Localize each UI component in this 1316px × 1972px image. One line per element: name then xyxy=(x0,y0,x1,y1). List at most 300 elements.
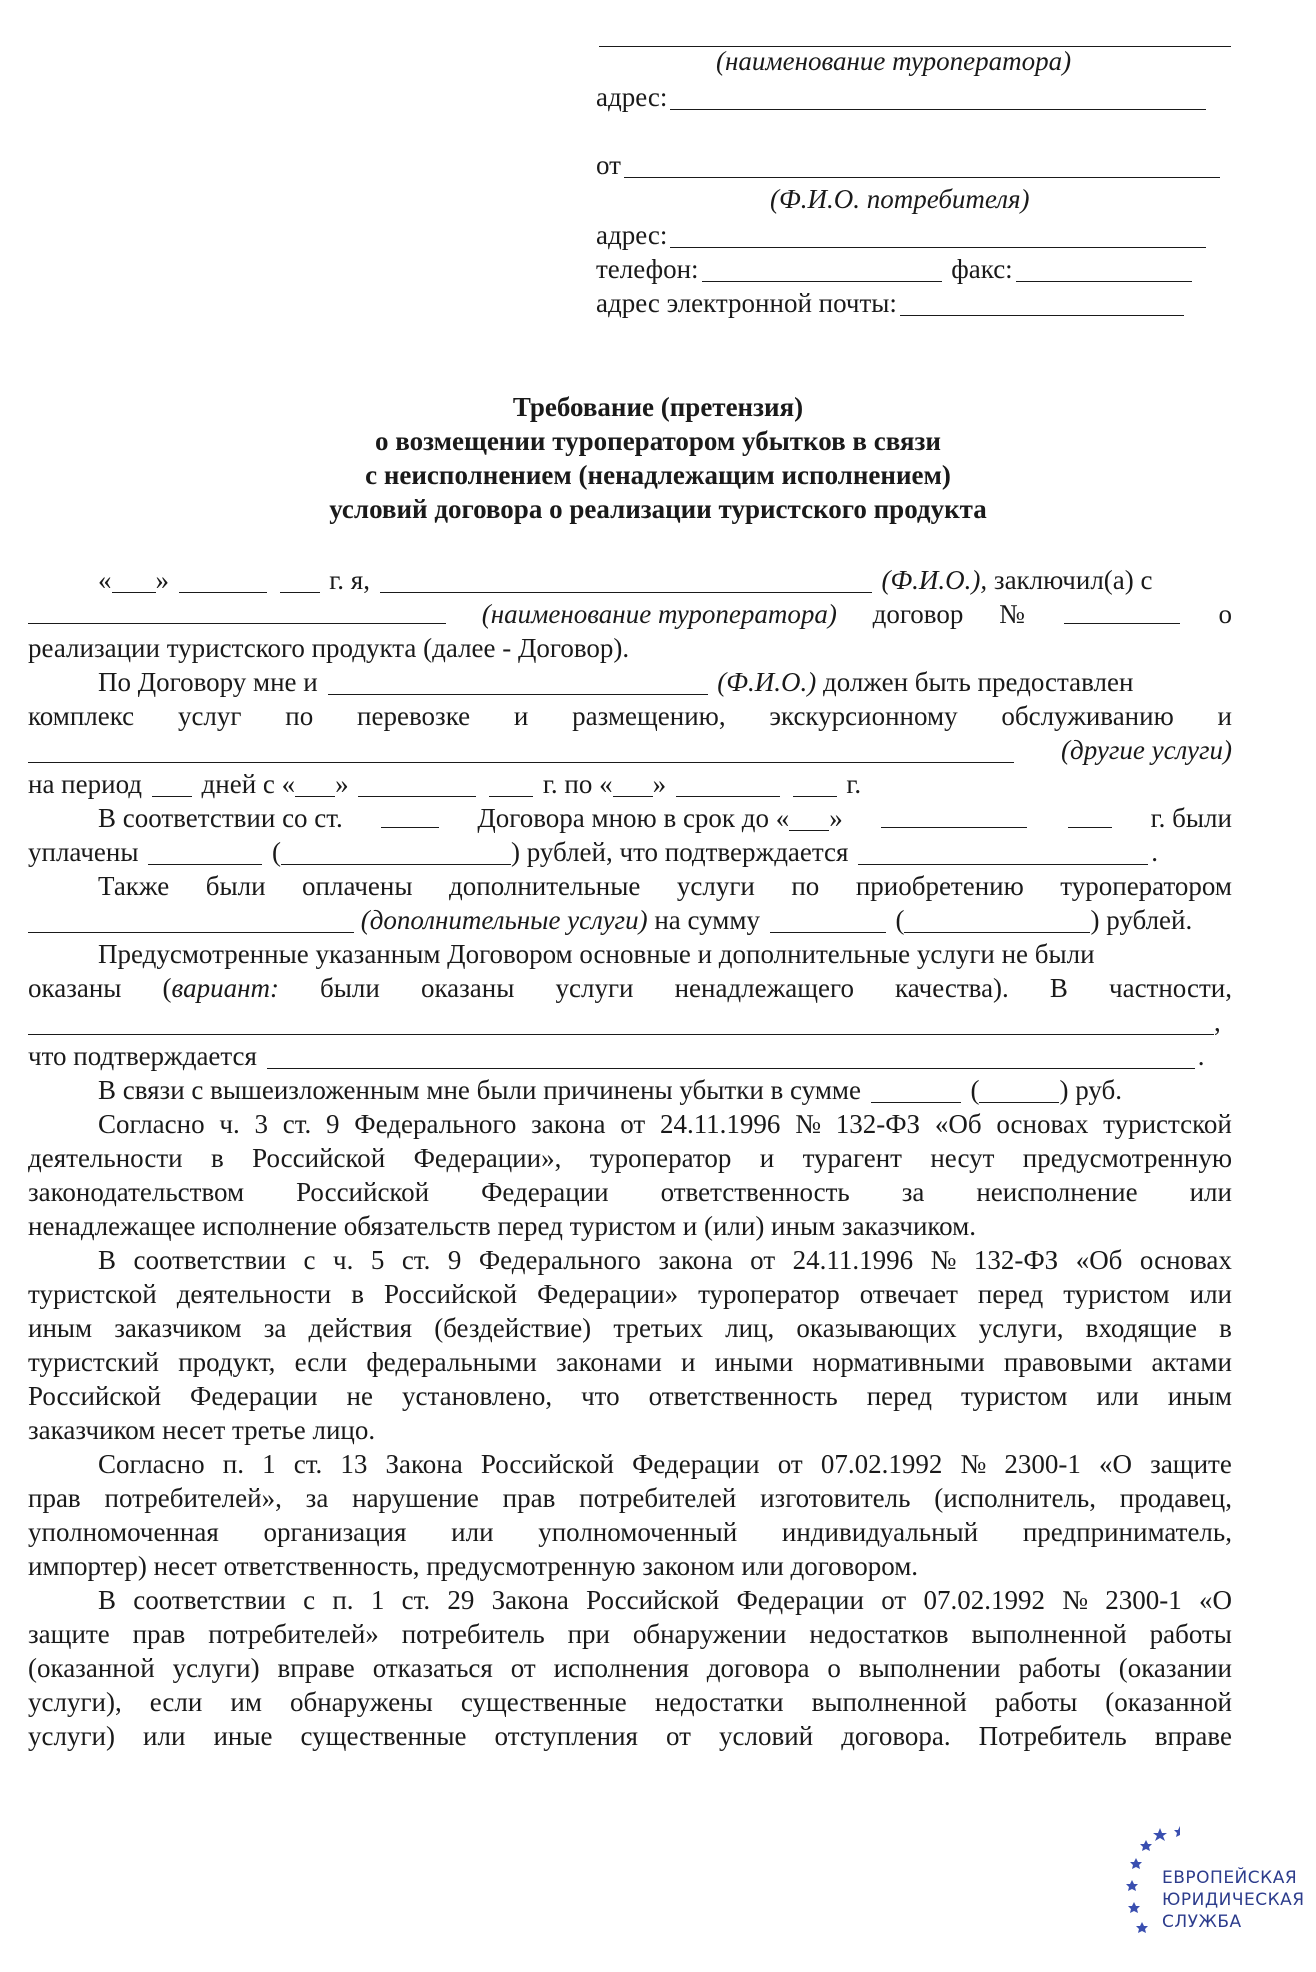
losses-text: В связи с вышеизложенным мне были причинены убытки в сумме xyxy=(98,1075,861,1105)
operator-address-row xyxy=(596,80,1236,114)
concluded-text: заключил(а) с xyxy=(993,565,1153,595)
body-line-16 xyxy=(98,1073,1232,1107)
word: по xyxy=(285,701,314,731)
word: защите xyxy=(28,1619,110,1649)
phone-blank xyxy=(702,255,942,282)
word: (бездействие) xyxy=(434,1313,592,1343)
word: ст. xyxy=(401,1585,431,1615)
word: вправе xyxy=(277,1653,355,1683)
from-year-blank xyxy=(489,770,533,797)
word: иные xyxy=(213,1721,273,1751)
consumer-address-row xyxy=(596,218,1236,252)
word: защите xyxy=(1150,1449,1232,1479)
word: потребителей» xyxy=(208,1619,379,1649)
word: законодательством xyxy=(28,1177,245,1207)
paragraph-line: ненадлежащее исполнение обязательств перед туристом и (или) иным заказчиком. xyxy=(28,1211,976,1241)
to-day-blank xyxy=(613,770,653,797)
word: В xyxy=(98,1585,117,1615)
word: 07.02.1992 xyxy=(923,1585,1045,1615)
paren-open: ( xyxy=(271,837,281,867)
word: нормативными xyxy=(812,1347,985,1377)
word: за xyxy=(305,1483,329,1513)
word: при xyxy=(567,1619,610,1649)
phone-fax-row xyxy=(596,252,1236,286)
losses-amount-blank xyxy=(871,1076,961,1103)
word: заказчиком xyxy=(114,1313,242,1343)
word: 3 xyxy=(254,1109,268,1139)
word: перед xyxy=(866,1381,933,1411)
email-blank xyxy=(900,289,1184,316)
paragraph-line xyxy=(28,1719,1232,1753)
year-abbr: г. xyxy=(846,769,862,799)
title-line-4: условий договора о реализации туристского продукта xyxy=(329,494,987,524)
word: продавец, xyxy=(1119,1483,1232,1513)
paid-text: уплачены xyxy=(28,837,139,867)
word: о xyxy=(827,1653,841,1683)
word: договора. xyxy=(841,1721,951,1751)
word: перевозке xyxy=(357,701,471,731)
word: Российской xyxy=(384,1279,518,1309)
word: не xyxy=(346,1381,373,1411)
comma-mark: , xyxy=(1214,1007,1221,1037)
paragraph-line: заказчиком несет третье лицо. xyxy=(28,1415,376,1445)
paragraph-line xyxy=(28,1175,1232,1209)
word: п. xyxy=(332,1585,354,1615)
paragraph-line xyxy=(28,1345,1232,1379)
word: нарушение xyxy=(352,1483,479,1513)
paragraph-line xyxy=(28,1141,1232,1175)
word: Федерального xyxy=(354,1109,517,1139)
fax-label: факс: xyxy=(951,254,1013,284)
word: актами xyxy=(1151,1347,1232,1377)
day-blank xyxy=(112,566,156,593)
additional-services-blank xyxy=(28,906,354,933)
word: от xyxy=(750,1245,776,1275)
paragraph-line xyxy=(28,1685,1232,1719)
paragraph-line xyxy=(28,1481,1232,1515)
word: приобретению xyxy=(855,871,1024,901)
quote-close-3: » xyxy=(652,769,667,799)
paragraph-line: импортер) несет ответственность, предусмотренную законом или договором. xyxy=(28,1551,919,1581)
confirmed-text: что подтверждается xyxy=(28,1041,257,1071)
word: несут xyxy=(930,1143,995,1173)
word: договора xyxy=(706,1653,810,1683)
word: условий xyxy=(719,1721,814,1751)
additional-words-blank xyxy=(904,906,1090,933)
body-line-12: Предусмотренные указанным Договором основные и дополнительные услуги не были xyxy=(98,939,1095,969)
word: ненадлежащего xyxy=(674,973,854,1003)
consumer-address-blank xyxy=(670,221,1206,248)
word: индивидуальный xyxy=(781,1517,979,1547)
logo-line-2: ЮРИДИЧЕСКАЯ xyxy=(1162,1890,1305,1910)
word: турагент xyxy=(802,1143,902,1173)
word: по xyxy=(791,871,820,901)
word: иными xyxy=(714,1347,794,1377)
rub-text: ) руб. xyxy=(1059,1075,1123,1105)
from-row xyxy=(596,148,1236,182)
word: были xyxy=(320,973,380,1003)
word: туристом xyxy=(961,1381,1068,1411)
word: основах xyxy=(1139,1245,1232,1275)
word: Российской xyxy=(252,1143,386,1173)
word: Федерации xyxy=(736,1585,864,1615)
body-line-14 xyxy=(28,1005,1232,1039)
word: прав xyxy=(28,1483,81,1513)
word: от xyxy=(777,1449,803,1479)
body-line-2 xyxy=(28,597,1232,631)
word: обнаружены xyxy=(289,1687,433,1717)
paragraph-line xyxy=(98,1447,1232,1481)
word: комплекс xyxy=(28,701,135,731)
word: (оказании xyxy=(1118,1653,1232,1683)
l8-text-a: В соответствии со ст. xyxy=(98,803,343,833)
paragraph-line xyxy=(98,1583,1232,1617)
word: 9 xyxy=(447,1245,462,1275)
additional-services-caption: (дополнительные услуги) xyxy=(360,905,648,935)
operator-caption-inline: (наименование туроператора) xyxy=(481,599,837,629)
word: (оказанной xyxy=(1105,1687,1232,1717)
variant-caption: вариант: xyxy=(171,973,279,1003)
quote-open: « xyxy=(98,565,112,595)
word: 1 xyxy=(262,1449,276,1479)
not-provided-text: оказаны xyxy=(28,973,122,1003)
word: предусмотренную xyxy=(1022,1143,1232,1173)
word: от xyxy=(666,1721,691,1751)
paragraph-line xyxy=(28,1277,1232,1311)
word: предприниматель, xyxy=(1022,1517,1232,1547)
word: были xyxy=(205,871,266,901)
deadline-year-blank xyxy=(1068,801,1112,828)
word: Согласно xyxy=(98,1109,205,1139)
quote-close: » xyxy=(155,565,169,595)
paragraph-line xyxy=(98,1243,1232,1277)
body-line-9 xyxy=(28,835,1232,869)
word: Потребитель xyxy=(978,1721,1127,1751)
paragraph-line xyxy=(28,1651,1232,1685)
word: 132-ФЗ xyxy=(835,1109,921,1139)
word: ст. xyxy=(282,1109,312,1139)
paragraph-line xyxy=(98,1107,1232,1141)
operator-caption: (наименование туроператора) xyxy=(716,46,1072,76)
word: исполнения xyxy=(553,1653,689,1683)
word: услуги), xyxy=(28,1687,122,1717)
company-logo xyxy=(1120,1820,1316,1960)
l4-text-a: По Договору мне и xyxy=(98,667,318,697)
word: Также xyxy=(98,871,170,901)
word: 24.11.1996 xyxy=(659,1109,781,1139)
word: ч. xyxy=(219,1109,240,1139)
period-text: на период xyxy=(28,769,143,799)
word: туроператор xyxy=(698,1279,840,1309)
period-mark-2: . xyxy=(1197,1041,1205,1071)
word: и xyxy=(681,1347,696,1377)
body-line-4 xyxy=(98,665,1232,699)
fio-caption: (Ф.И.О.), xyxy=(881,565,988,595)
word: за xyxy=(901,1177,925,1207)
word: в xyxy=(351,1279,365,1309)
word: (оказанной xyxy=(28,1653,155,1683)
contract-number-blank xyxy=(1064,597,1180,624)
word: отказаться xyxy=(372,1653,493,1683)
from-label: от xyxy=(596,150,621,180)
word: или xyxy=(451,1517,494,1547)
document-title: Требование (претензия) xyxy=(512,392,804,422)
word: основах xyxy=(996,1109,1089,1139)
word: вправе xyxy=(1154,1721,1232,1751)
paragraph-line xyxy=(28,1617,1232,1651)
word: ст. xyxy=(293,1449,323,1479)
paid-words-blank xyxy=(281,838,511,865)
word: изготовитель xyxy=(760,1483,911,1513)
word: действия xyxy=(308,1313,413,1343)
year-me-text: г. я, xyxy=(329,565,370,595)
word: что xyxy=(581,1381,620,1411)
word: выполненной xyxy=(811,1687,967,1717)
word: от xyxy=(510,1653,536,1683)
word: законами xyxy=(555,1347,662,1377)
word: если xyxy=(294,1347,348,1377)
word: услуги) xyxy=(172,1653,260,1683)
number-sign: № xyxy=(999,599,1025,629)
word: ч. xyxy=(333,1245,354,1275)
word: 2300-1 xyxy=(1105,1585,1182,1615)
body-line-15 xyxy=(28,1039,1232,1073)
deadline-day-blank xyxy=(789,804,829,831)
rubles-text: ) рублей. xyxy=(1090,905,1193,935)
quote-close-4: » xyxy=(829,803,843,833)
word: оказаны xyxy=(420,973,515,1003)
body-line-3: реализации туристского продукта (далее - Договор). xyxy=(28,633,630,663)
l8-text-b: Договора мною в срок до « xyxy=(477,803,790,833)
word: туристской xyxy=(1103,1109,1232,1139)
contract-word: договор xyxy=(872,599,964,629)
word: уполномоченный xyxy=(538,1517,738,1547)
period-mark: . xyxy=(1151,837,1158,867)
word: федеральными xyxy=(366,1347,537,1377)
word: обслуживанию xyxy=(1001,701,1174,731)
word: 24.11.1996 xyxy=(792,1245,914,1275)
word: Федерации xyxy=(481,1177,609,1207)
logo-line-3: СЛУЖБА xyxy=(1162,1912,1242,1932)
word: работы xyxy=(1018,1653,1101,1683)
word: туроператором xyxy=(1060,871,1232,901)
word: с xyxy=(303,1585,316,1615)
word: № xyxy=(795,1109,821,1139)
word: услуги) xyxy=(28,1721,115,1751)
email-label: адрес электронной почты: xyxy=(596,288,897,318)
word: неисполнение xyxy=(976,1177,1138,1207)
logo-line-1: ЕВРОПЕЙСКАЯ xyxy=(1162,1868,1298,1888)
word: Федерации» xyxy=(537,1279,679,1309)
word: 5 xyxy=(370,1245,385,1275)
word: Федерации», xyxy=(413,1143,562,1173)
word: 1 xyxy=(370,1585,385,1615)
word: выполнении xyxy=(858,1653,1001,1683)
word: ст. xyxy=(401,1245,431,1275)
body-line-5 xyxy=(28,699,1232,733)
word: или xyxy=(1189,1279,1232,1309)
deadline-month-blank xyxy=(881,801,1027,828)
paid-confirm-text: ) рублей, что подтверждается xyxy=(510,837,849,867)
word: перед xyxy=(977,1279,1044,1309)
word: ответственность xyxy=(660,1177,850,1207)
word: выполненной xyxy=(971,1619,1127,1649)
word: туроператор xyxy=(589,1143,732,1173)
word: отвечает xyxy=(859,1279,958,1309)
consumer-caption: (Ф.И.О. потребителя) xyxy=(770,184,1030,214)
details-blank xyxy=(28,1008,1214,1035)
preposition-o: о xyxy=(1218,599,1232,629)
word: правовыми xyxy=(1003,1347,1133,1377)
word: от xyxy=(881,1585,907,1615)
word: в xyxy=(1219,1313,1232,1343)
days-from-text: дней с « xyxy=(201,769,296,799)
word: обнаружении xyxy=(632,1619,787,1649)
body-line-1 xyxy=(98,563,1232,597)
paid-proof-blank xyxy=(858,838,1148,865)
word: закона xyxy=(658,1245,733,1275)
word: соответствии xyxy=(133,1585,286,1615)
word: № xyxy=(930,1245,957,1275)
other-services-blank xyxy=(28,736,1014,763)
word: за xyxy=(263,1313,287,1343)
word: уполномоченная xyxy=(28,1517,219,1547)
word: продукт, xyxy=(178,1347,276,1377)
operator-address-blank xyxy=(670,83,1206,110)
word: 2300-1 xyxy=(1004,1449,1081,1479)
word: недостатки xyxy=(654,1687,784,1717)
word: Российской xyxy=(296,1177,430,1207)
word: иным xyxy=(28,1313,93,1343)
losses-words-blank xyxy=(979,1076,1059,1103)
word: В xyxy=(98,1245,117,1275)
word: 132-ФЗ xyxy=(973,1245,1059,1275)
days-blank xyxy=(152,770,192,797)
word: работы xyxy=(1149,1619,1232,1649)
operator-blank xyxy=(28,597,446,624)
paren-open-3: ( xyxy=(162,973,172,1003)
word: Российской xyxy=(28,1381,162,1411)
word: организация xyxy=(263,1517,407,1547)
companion-caption: (Ф.И.О.) xyxy=(717,667,817,697)
word: «О xyxy=(1099,1449,1133,1479)
word: третьих xyxy=(613,1313,703,1343)
word: с xyxy=(303,1245,316,1275)
word: закона xyxy=(531,1109,606,1139)
to-month-blank xyxy=(676,770,780,797)
word: туристом xyxy=(1063,1279,1170,1309)
word: 13 xyxy=(340,1449,368,1479)
fax-blank xyxy=(1016,255,1192,282)
word: дополнительные xyxy=(449,871,641,901)
confirmation-blank xyxy=(267,1042,1195,1069)
word: (исполнитель, xyxy=(934,1483,1096,1513)
word: существенные xyxy=(460,1687,627,1717)
word: частности, xyxy=(1109,973,1232,1003)
word: в xyxy=(210,1143,224,1173)
word: туристской xyxy=(28,1279,157,1309)
word: услуги, xyxy=(978,1313,1064,1343)
body-line-10 xyxy=(98,869,1232,903)
word: экскурсионному xyxy=(769,701,958,731)
quote-close-2: » xyxy=(335,769,349,799)
title-line-3: с неисполнением (ненадлежащим исполнением) xyxy=(365,460,951,490)
body-line-8 xyxy=(98,801,1232,835)
word: от xyxy=(620,1109,646,1139)
word: существенные xyxy=(300,1721,467,1751)
word: потребитель xyxy=(401,1619,545,1649)
word: прав xyxy=(502,1483,556,1513)
word: если xyxy=(149,1687,203,1717)
word: 29 xyxy=(447,1585,475,1615)
to-year-blank xyxy=(793,770,837,797)
word: Российской xyxy=(586,1585,720,1615)
consumer-name-blank xyxy=(624,151,1220,178)
word: отступления xyxy=(494,1721,638,1751)
additional-amount-blank xyxy=(770,906,886,933)
word: оказывающих xyxy=(796,1313,957,1343)
phone-label: телефон: xyxy=(596,254,699,284)
l8-text-d: г. были xyxy=(1150,803,1232,833)
sum-text: на сумму xyxy=(654,905,760,935)
word: Закона xyxy=(491,1585,569,1615)
paid-amount-blank xyxy=(148,838,262,865)
word: работы xyxy=(994,1687,1078,1717)
word: лиц, xyxy=(725,1313,775,1343)
word: оплачены xyxy=(302,871,413,901)
word: услуг xyxy=(177,701,242,731)
word: № xyxy=(1062,1585,1088,1615)
to-text: г. по « xyxy=(542,769,613,799)
address-label: адрес: xyxy=(596,82,668,112)
word: Российской xyxy=(480,1449,614,1479)
word: соответствии xyxy=(133,1245,287,1275)
word: размещению, xyxy=(572,701,726,731)
word: туристский xyxy=(28,1347,160,1377)
word: недостатков xyxy=(809,1619,949,1649)
fio-blank xyxy=(380,566,872,593)
word: входящие xyxy=(1085,1313,1197,1343)
word: «Об xyxy=(1075,1245,1123,1275)
body-line-6 xyxy=(28,733,1232,767)
word: 07.02.1992 xyxy=(820,1449,943,1479)
word: или xyxy=(143,1721,186,1751)
word: установлено, xyxy=(401,1381,553,1411)
word: потребителей xyxy=(579,1483,737,1513)
word: им xyxy=(230,1687,262,1717)
year-blank xyxy=(280,566,320,593)
paragraph-line xyxy=(28,1311,1232,1345)
word: «Об xyxy=(934,1109,982,1139)
title-line-2: о возмещении туроператором убытков в связи xyxy=(375,426,941,456)
word: услуги xyxy=(676,871,755,901)
paragraph-line xyxy=(28,1379,1232,1413)
companion-blank xyxy=(328,668,708,695)
word: «О xyxy=(1199,1585,1232,1615)
word: или xyxy=(1096,1381,1139,1411)
word: иным xyxy=(1167,1381,1232,1411)
word: п. xyxy=(222,1449,244,1479)
word: и xyxy=(759,1143,775,1173)
word: качества). xyxy=(895,973,1009,1003)
address-label-2: адрес: xyxy=(596,220,668,250)
word: прав xyxy=(132,1619,186,1649)
body-line-11 xyxy=(28,903,1232,937)
month-blank xyxy=(179,566,267,593)
word: ответственность xyxy=(648,1381,838,1411)
paren-open-2: ( xyxy=(895,905,905,935)
paren-open-4: ( xyxy=(970,1075,980,1105)
